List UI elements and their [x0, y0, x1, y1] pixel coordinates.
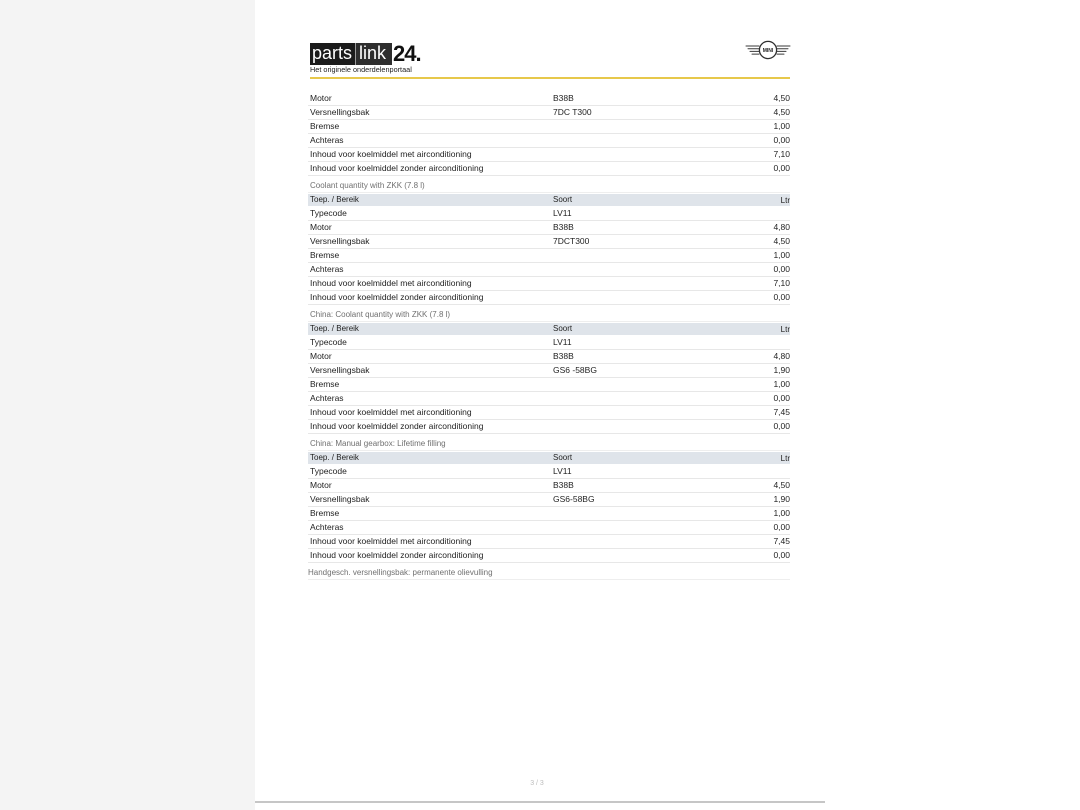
table-row [308, 235, 790, 249]
table-row [308, 291, 790, 305]
row-value: 0,00 [773, 292, 790, 302]
logo-tagline: Het originele onderdelenportaal [310, 65, 412, 74]
row-type: B38B [553, 351, 574, 361]
row-label: Versnellingsbak [310, 494, 370, 504]
table-row [308, 134, 790, 148]
table-row [308, 106, 790, 120]
table-row [308, 392, 790, 406]
row-value: 0,00 [773, 135, 790, 145]
table-row [308, 207, 790, 221]
row-label: Motor [310, 480, 332, 490]
section-heading: China: Manual gearbox: Lifetime filling [308, 434, 790, 451]
row-type: LV11 [553, 466, 572, 476]
table-row [308, 249, 790, 263]
row-label: Bremse [310, 250, 340, 260]
column-header-row [308, 322, 790, 336]
row-label: Inhoud voor koelmiddel met airconditioning [310, 278, 472, 288]
table-row [308, 465, 790, 479]
table-row [308, 221, 790, 235]
row-label: Typecode [310, 466, 347, 476]
column-header-type: Soort [553, 453, 573, 462]
row-label: Typecode [310, 208, 347, 218]
row-value: 1,00 [773, 508, 790, 518]
page-bottom-edge [255, 801, 825, 803]
column-header-row [308, 451, 790, 465]
row-label: Inhoud voor koelmiddel met airconditioning [310, 536, 472, 546]
table-row [308, 493, 790, 507]
table-row [308, 535, 790, 549]
logo-parts-text: parts [310, 43, 355, 65]
row-label: Versnellingsbak [310, 236, 370, 246]
row-value: 7,10 [773, 278, 790, 288]
column-header-unit: Ltr [780, 454, 790, 463]
row-value: 0,00 [773, 264, 790, 274]
row-value: 4,50 [773, 480, 790, 490]
section-heading: China: Coolant quantity with ZKK (7.8 l) [308, 305, 790, 322]
row-type: 7DC T300 [553, 107, 592, 117]
column-header-type: Soort [553, 324, 573, 333]
column-header-applicability: Toep. / Bereik [310, 324, 359, 333]
row-value: 4,80 [773, 351, 790, 361]
row-value: 1,00 [773, 379, 790, 389]
row-value: 7,10 [773, 149, 790, 159]
row-label: Inhoud voor koelmiddel zonder airconditioning [310, 163, 484, 173]
row-label: Motor [310, 351, 332, 361]
row-type: LV11 [553, 337, 572, 347]
table-row [308, 120, 790, 134]
fluid-capacity-table [308, 92, 790, 580]
table-row [308, 420, 790, 434]
row-value: 4,50 [773, 107, 790, 117]
row-label: Achteras [310, 264, 344, 274]
row-value: 1,00 [773, 121, 790, 131]
row-value: 0,00 [773, 522, 790, 532]
row-value: 4,80 [773, 222, 790, 232]
row-type: B38B [553, 93, 574, 103]
row-value: 0,00 [773, 393, 790, 403]
table-row [308, 277, 790, 291]
row-type: B38B [553, 480, 574, 490]
row-label: Inhoud voor koelmiddel met airconditioning [310, 407, 472, 417]
row-value: 1,90 [773, 494, 790, 504]
row-label: Bremse [310, 121, 340, 131]
table-section [308, 176, 790, 305]
header-divider [310, 77, 790, 79]
table-row [308, 378, 790, 392]
table-row [308, 364, 790, 378]
row-value: 1,00 [773, 250, 790, 260]
table-row [308, 507, 790, 521]
row-label: Typecode [310, 337, 347, 347]
table-row [308, 92, 790, 106]
column-header-applicability: Toep. / Bereik [310, 453, 359, 462]
row-label: Versnellingsbak [310, 107, 370, 117]
page-number: 3 / 3 [530, 780, 544, 787]
row-value: 0,00 [773, 421, 790, 431]
document-page [255, 0, 825, 801]
table-body [308, 92, 790, 563]
logo-number-text: 24 [393, 41, 416, 66]
table-row [308, 479, 790, 493]
row-label: Achteras [310, 135, 344, 145]
row-label: Achteras [310, 522, 344, 532]
column-header-unit: Ltr [780, 196, 790, 205]
partslink24-logo [310, 43, 422, 65]
row-label: Inhoud voor koelmiddel zonder airconditioning [310, 292, 484, 302]
footer-note: Handgesch. versnellingsbak: permanente olievulling [308, 563, 790, 580]
row-label: Achteras [310, 393, 344, 403]
row-label: Inhoud voor koelmiddel zonder airconditioning [310, 550, 484, 560]
logo-link-text: link [355, 43, 392, 65]
table-row [308, 521, 790, 535]
column-header-applicability: Toep. / Bereik [310, 195, 359, 204]
row-label: Bremse [310, 508, 340, 518]
table-section [308, 434, 790, 563]
row-label: Motor [310, 222, 332, 232]
scan-background [0, 0, 255, 810]
row-value: 4,50 [773, 236, 790, 246]
table-row [308, 336, 790, 350]
row-type: LV11 [553, 208, 572, 218]
row-value: 7,45 [773, 536, 790, 546]
table-section [308, 305, 790, 434]
row-label: Bremse [310, 379, 340, 389]
table-row [308, 406, 790, 420]
row-value: 0,00 [773, 550, 790, 560]
row-label: Inhoud voor koelmiddel met airconditioning [310, 149, 472, 159]
logo-dot-text: . [415, 41, 422, 66]
row-type: GS6 -58BG [553, 365, 597, 375]
mini-logo-icon [745, 40, 791, 60]
table-section [308, 92, 790, 176]
row-value: 4,50 [773, 93, 790, 103]
column-header-row [308, 193, 790, 207]
column-header-type: Soort [553, 195, 573, 204]
table-row [308, 549, 790, 563]
row-type: 7DCT300 [553, 236, 590, 246]
row-label: Versnellingsbak [310, 365, 370, 375]
row-value: 1,90 [773, 365, 790, 375]
table-row [308, 350, 790, 364]
section-heading: Coolant quantity with ZKK (7.8 l) [308, 176, 790, 193]
row-label: Motor [310, 93, 332, 103]
table-row [308, 162, 790, 176]
column-header-unit: Ltr [780, 325, 790, 334]
row-type: GS6-58BG [553, 494, 595, 504]
row-label: Inhoud voor koelmiddel zonder airconditioning [310, 421, 484, 431]
table-row [308, 148, 790, 162]
mini-logo-text: MINI [762, 47, 774, 54]
row-type: B38B [553, 222, 574, 232]
row-value: 7,45 [773, 407, 790, 417]
table-row [308, 263, 790, 277]
row-value: 0,00 [773, 163, 790, 173]
